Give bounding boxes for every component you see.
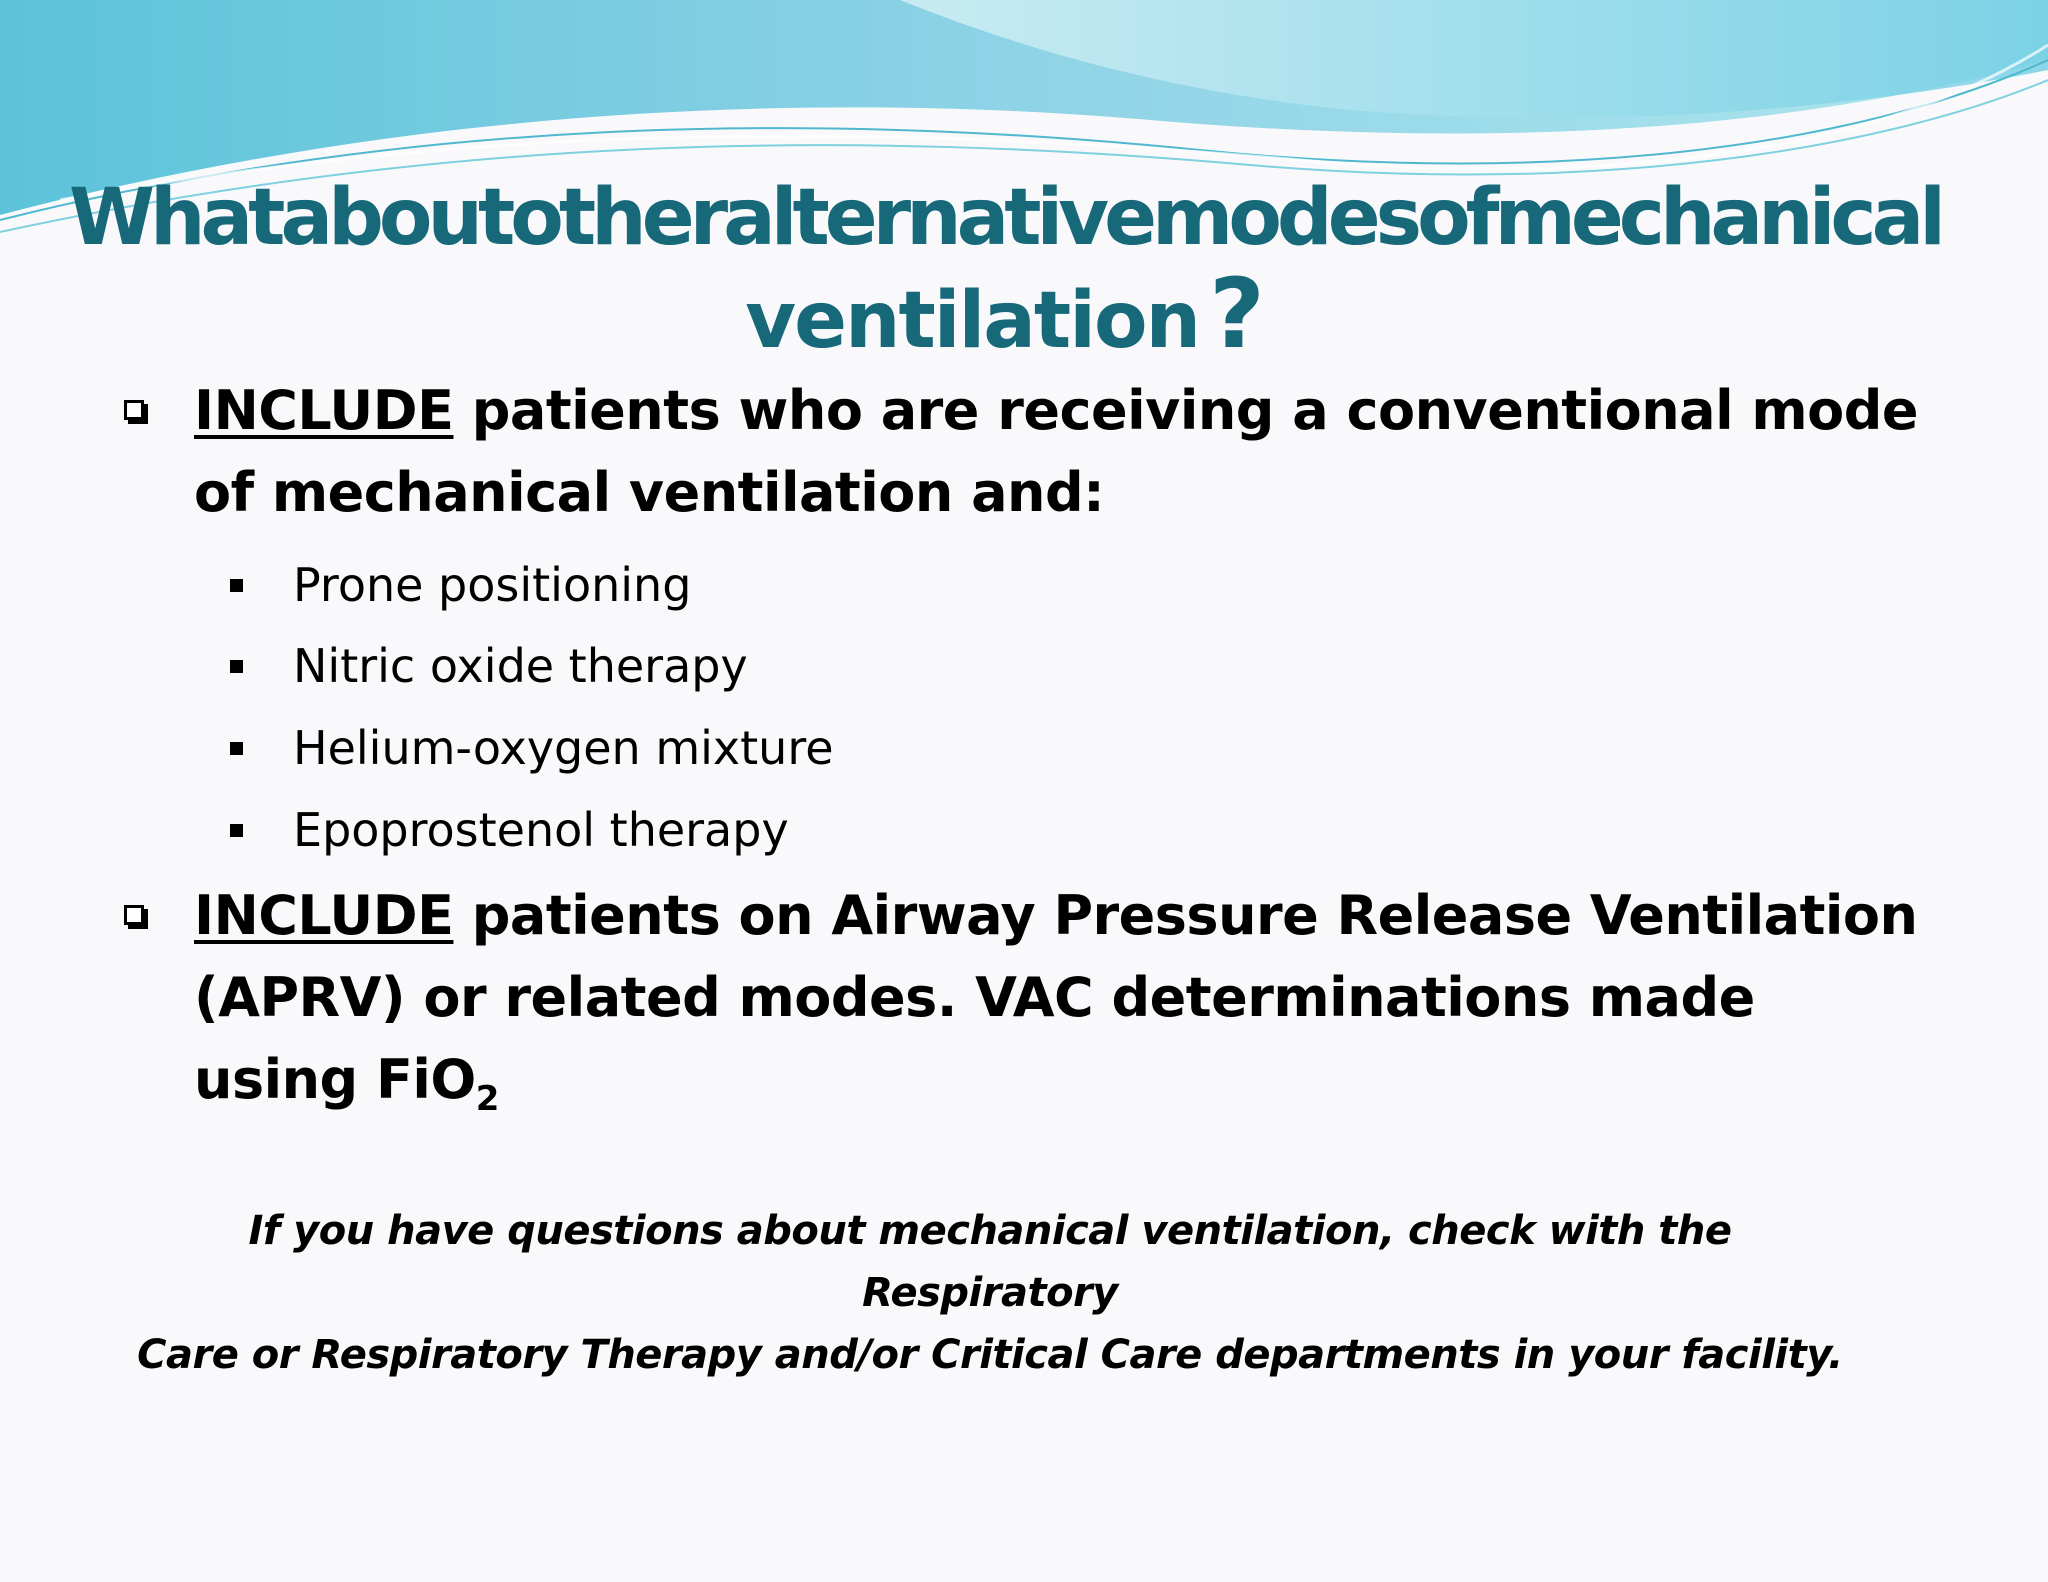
bullet-keyword: INCLUDE — [194, 379, 454, 442]
title-line-2 — [40, 258, 1970, 370]
bullet-body: patients who are receiving a conventional mode of mechanical ventilation and: — [194, 379, 1919, 524]
sub-item — [230, 718, 834, 778]
bullet-body: patients on Airway Pressure Release Ventilation (APRV) or related modes. VAC determinations made using FiO — [194, 884, 1918, 1111]
bullet-text — [194, 370, 1924, 534]
square-bullet-icon — [230, 579, 243, 592]
subscript-two: 2 — [475, 1079, 499, 1119]
square-bullet-icon — [230, 824, 243, 837]
sub-item — [230, 555, 691, 615]
note-line-2: Care or Respiratory Therapy and/or Critical Care departments in your facility. — [137, 1332, 1843, 1378]
sub-item-label: Helium-oxygen mixture — [293, 721, 834, 775]
square-bullet-icon — [230, 660, 243, 673]
bullet-include-conventional — [124, 370, 1924, 534]
square-bullet-icon — [230, 742, 243, 755]
title-line-1: Whataboutotheralternativemodesofmechanical — [68, 173, 1942, 263]
sub-item — [230, 636, 748, 696]
checkbox-bullet-icon — [124, 905, 144, 925]
slide-title — [40, 170, 1970, 369]
note-line-1: If you have questions about mechanical ventilation, check with the Respiratory — [248, 1208, 1732, 1316]
title-word: ventilation — [745, 276, 1200, 366]
sub-item-label: Prone positioning — [293, 558, 692, 612]
sub-item-label: Epoprostenol therapy — [293, 803, 789, 857]
sub-item-label: Nitric oxide therapy — [293, 639, 748, 693]
footer-note — [120, 1200, 1860, 1386]
bullet-include-aprv — [124, 875, 1924, 1121]
checkbox-bullet-icon — [124, 400, 144, 420]
title-question-mark: ? — [1209, 258, 1265, 370]
bullet-keyword: INCLUDE — [194, 884, 454, 947]
sub-item — [230, 800, 789, 860]
bullet-text — [194, 875, 1924, 1121]
